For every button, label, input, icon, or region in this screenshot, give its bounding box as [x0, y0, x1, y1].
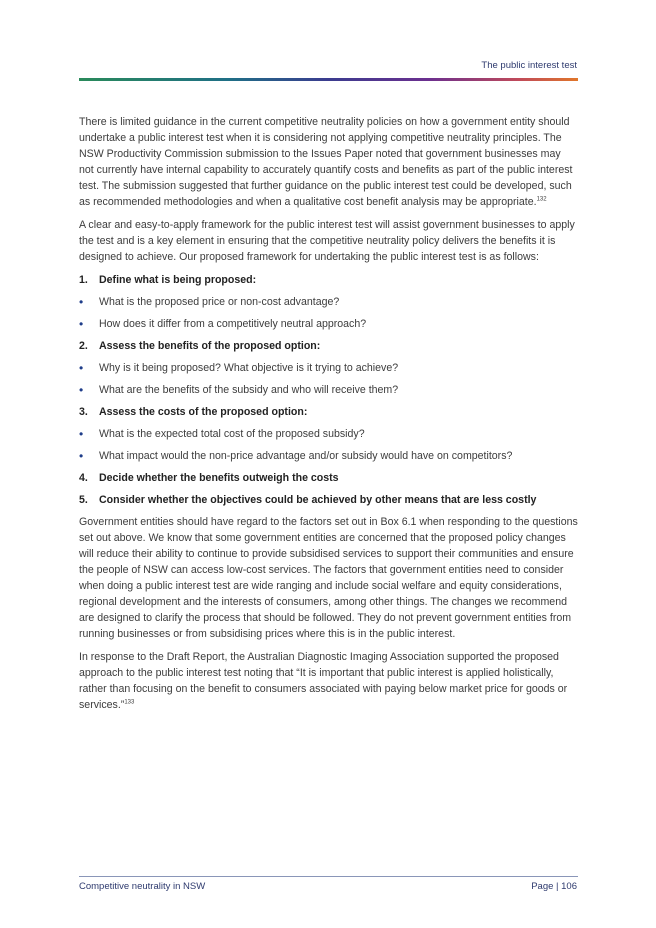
paragraph-guidance — [79, 114, 578, 210]
list-number: 4. — [79, 472, 88, 484]
list-item-text: How does it differ from a competitively neutral approach? — [99, 318, 367, 330]
list-item-text: What is the expected total cost of the proposed subsidy? — [99, 428, 365, 440]
list-item-bullet — [79, 294, 578, 310]
list-item-bullet — [79, 448, 578, 464]
bullet-icon: • — [79, 427, 84, 441]
list-item-text: Define what is being proposed: — [99, 274, 257, 286]
list-item-bullet — [79, 360, 578, 376]
list-item-text: Consider whether the objectives could be achieved by other means that are less costly — [99, 494, 537, 506]
list-item-text: Decide whether the benefits outweigh the costs — [99, 472, 339, 484]
list-item-bullet — [79, 316, 578, 332]
page-body — [79, 114, 578, 720]
list-item-text: Why is it being proposed? What objective is it trying to achieve? — [99, 362, 399, 374]
footnote-ref-133[interactable]: 133 — [124, 699, 135, 706]
bullet-icon: • — [79, 383, 84, 397]
list-item-step-4 — [79, 470, 578, 486]
paragraph-factors: Government entities should have regard to the factors set out in Box 6.1 when responding to the questions set out above. We know that some government entities are concerned that the proposed policy changes will reduce their ability to continue to provide subsidised services to support their communities and ensure the people of NSW can access low-cost services. The factors that government entities need to consider when doing a public interest test are wide ranging and include social welfare and equity considerations, regional development and the interests of consumers, among other things. The changes we recommend are designed to clarify the process that should be followed. They do not prevent government entities from running businesses or from subsidising prices where this is in the public interest. — [79, 516, 578, 640]
bullet-icon: • — [79, 317, 84, 331]
bullet-icon: • — [79, 295, 84, 309]
list-number: 1. — [79, 274, 88, 286]
footer-rule — [79, 876, 578, 877]
paragraph-adia-response-text: In response to the Draft Report, the Australian Diagnostic Imaging Association supported the proposed approach to the public interest test noting that “It is important that public interest is applied holistically, rather than focusing on the benefit to consumers associated with paying below market price for goods or services.” — [79, 651, 568, 711]
list-number: 3. — [79, 406, 88, 418]
footer-document-title: Competitive neutrality in NSW — [79, 881, 206, 892]
header-gradient-rule — [79, 78, 578, 81]
list-number: 5. — [79, 494, 88, 506]
list-item-text: Assess the costs of the proposed option: — [99, 406, 308, 418]
footnote-ref-132[interactable]: 132 — [536, 196, 547, 203]
bullet-icon: • — [79, 361, 84, 375]
paragraph-framework: A clear and easy-to-apply framework for the public interest test will assist government businesses to apply the test and is a key element in ensuring that the competitive neutrality policy delivers the benefits it is designed to achieve. Our proposed framework for undertaking the public interest test is as follows: — [79, 219, 575, 263]
paragraph-guidance-text: There is limited guidance in the current competitive neutrality policies on how a government entity should undertake a public interest test when it is considering not applying competitive neutrality principles. The NSW Productivity Commission submission to the Issues Paper noted that government businesses may not currently have internal capability to accurately quantify costs and benefits as part of the public interest test. The submission suggested that further guidance on the public interest test could be developed, such as recommended methodologies and when a qualitative cost benefit analysis may be appropriate. — [79, 116, 573, 208]
list-item-bullet — [79, 426, 578, 442]
list-item-step-5 — [79, 492, 578, 508]
list-number: 2. — [79, 340, 88, 352]
list-item-step-1 — [79, 272, 578, 288]
framework-list — [79, 272, 578, 508]
list-item-step-2 — [79, 338, 578, 354]
bullet-icon: • — [79, 449, 84, 463]
list-item-text: What is the proposed price or non-cost advantage? — [99, 296, 340, 308]
list-item-step-3 — [79, 404, 578, 420]
footer-page-number: Page | 106 — [531, 881, 577, 892]
list-item-text: What are the benefits of the subsidy and who will receive them? — [99, 384, 399, 396]
list-item-bullet — [79, 382, 578, 398]
list-item-text: Assess the benefits of the proposed option: — [99, 340, 321, 352]
paragraph-adia-response — [79, 649, 578, 713]
running-header: The public interest test — [481, 60, 577, 71]
list-item-text: What impact would the non-price advantage and/or subsidy would have on competitors? — [99, 450, 513, 462]
